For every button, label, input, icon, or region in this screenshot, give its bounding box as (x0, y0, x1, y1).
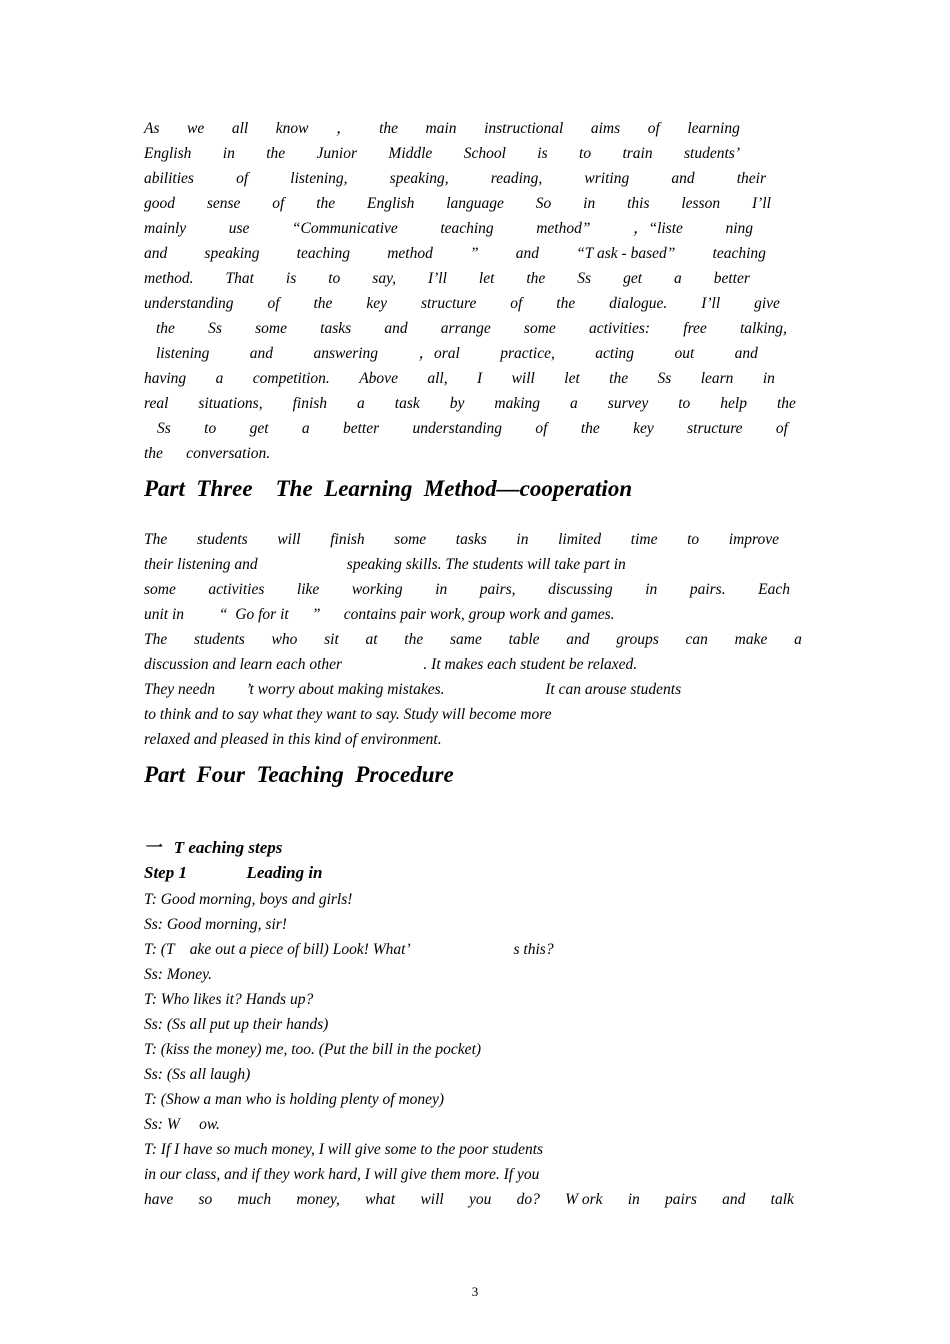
paragraph-line (144, 394, 796, 414)
word: and (144, 245, 168, 262)
word: Each (758, 581, 790, 598)
word: to (204, 420, 217, 437)
word: help (720, 395, 747, 412)
word: good (144, 195, 175, 212)
dialogue-line: Ss: Good morning, sir! (144, 916, 287, 933)
paragraph-line: the conversation. (144, 445, 271, 462)
word: “T ask - based” (576, 245, 676, 262)
paragraph-line (144, 269, 750, 289)
word: talking, (740, 320, 787, 337)
paragraph-line: to think and to say what they want to say. Study will become more (144, 706, 552, 723)
word: so (198, 1191, 213, 1208)
word: you (468, 1191, 492, 1208)
word: learn (700, 370, 734, 387)
word: some (523, 320, 556, 337)
word: in (435, 581, 448, 598)
word: School (463, 145, 506, 162)
word: speaking, (389, 170, 449, 187)
word: and (384, 320, 408, 337)
word: to (328, 270, 341, 287)
word: in (627, 1191, 640, 1208)
word: some (394, 531, 427, 548)
word: Ss (577, 270, 592, 287)
word: some (144, 581, 176, 598)
word: a (215, 370, 224, 387)
word: a (674, 270, 682, 287)
word: is (537, 145, 548, 162)
dialogue-line: Ss: (Ss all put up their hands) (144, 1016, 329, 1033)
word: in (762, 370, 775, 387)
word: in (516, 531, 529, 548)
word: pairs. (689, 581, 726, 598)
word: competition. (252, 370, 330, 387)
word: teaching (296, 245, 351, 262)
word: I’ll (701, 295, 721, 312)
word: the (404, 631, 424, 648)
word: know (275, 120, 309, 137)
word: and (515, 245, 540, 262)
word: talk (770, 1191, 794, 1208)
word: finish (292, 395, 328, 412)
word: aims (590, 120, 621, 137)
word: practice, (500, 345, 555, 362)
paragraph-line (144, 244, 766, 264)
word: lesson (681, 195, 721, 212)
word: key (633, 420, 654, 437)
word: acting (595, 345, 635, 362)
word: the (556, 295, 576, 312)
word: That (225, 270, 254, 287)
word: of (236, 170, 249, 187)
word: sit (324, 631, 339, 648)
word: structure (420, 295, 477, 312)
word: ning (725, 220, 753, 237)
word: task (394, 395, 420, 412)
word: of (775, 420, 788, 437)
word: all, (427, 370, 448, 387)
paragraph-line (144, 294, 780, 314)
word: to (687, 531, 700, 548)
dialogue-line: Ss: W ow. (144, 1116, 220, 1133)
word: some (255, 320, 287, 337)
word: the (609, 370, 629, 387)
word: of (510, 295, 523, 312)
word: of (267, 295, 280, 312)
paragraph-line (144, 169, 766, 189)
word: better (713, 270, 750, 287)
word: Above (359, 370, 398, 387)
dialogue-line: T: (T ake out a piece of bill) Look! What’ s this? (144, 941, 554, 958)
word: a (570, 395, 578, 412)
word: making (494, 395, 541, 412)
word: by (449, 395, 465, 412)
word: the (266, 145, 286, 162)
word: arrange (440, 320, 491, 337)
word: As (144, 120, 160, 137)
word: time (630, 531, 658, 548)
word: Ss (208, 320, 222, 337)
word: Ss (157, 420, 171, 437)
word: the (580, 420, 600, 437)
word: speaking (204, 245, 260, 262)
word: students’ (684, 145, 740, 162)
word: of (272, 195, 285, 212)
word: this (627, 195, 650, 212)
word: their (736, 170, 766, 187)
word: of (535, 420, 548, 437)
word: Junior (316, 145, 358, 162)
page-number: 3 (471, 1284, 479, 1299)
word: train (622, 145, 653, 162)
word: have (144, 1191, 174, 1208)
word: at (365, 631, 378, 648)
dialogue-line (144, 1190, 794, 1210)
word: use (228, 220, 250, 237)
paragraph-line (144, 630, 802, 650)
word: who (271, 631, 298, 648)
word: improve (728, 531, 779, 548)
word: students (196, 531, 248, 548)
word: I’ll (751, 195, 771, 212)
word: listening (156, 345, 210, 362)
word: mainly (144, 220, 187, 237)
paragraph-line (144, 219, 753, 239)
word: discussing (548, 581, 613, 598)
word: method. (144, 270, 194, 287)
word: a (794, 631, 802, 648)
word: abilities (144, 170, 194, 187)
word: key (366, 295, 388, 312)
word: a (301, 420, 310, 437)
word: a (357, 395, 365, 412)
word: in (222, 145, 235, 162)
paragraph-line (157, 419, 788, 439)
word: English (367, 195, 415, 212)
word: and (722, 1191, 746, 1208)
word: better (342, 420, 380, 437)
word: the (313, 295, 333, 312)
word: “Communicative (291, 220, 398, 237)
subheading-step-1: Step 1 Leading in (144, 863, 323, 882)
dialogue-line: T: (kiss the money) me, too. (Put the bill in the pocket) (144, 1041, 482, 1058)
paragraph-line (144, 369, 775, 389)
section-heading-part-three: Part Three The Learning Method—cooperation (144, 476, 633, 501)
word: pairs (665, 1191, 697, 1208)
word: and (566, 631, 590, 648)
word: listening, (290, 170, 348, 187)
word: The (144, 531, 168, 548)
word: say, (372, 270, 396, 287)
word: same (449, 631, 482, 648)
word: like (296, 581, 320, 598)
word: will (420, 1191, 444, 1208)
paragraph-line: relaxed and pleased in this kind of environment. (144, 731, 442, 748)
word: survey (607, 395, 649, 412)
word: the (379, 120, 398, 137)
dialogue-line: Ss: Money. (144, 966, 213, 983)
word: answering (313, 345, 379, 362)
word: sense (206, 195, 241, 212)
paragraph-line (144, 194, 771, 214)
word: in (583, 195, 596, 212)
word: method” (536, 220, 591, 237)
word: is (285, 270, 297, 287)
word: to (579, 145, 592, 162)
paragraph-line (156, 344, 758, 364)
word: main (425, 120, 457, 137)
word: the (156, 320, 175, 337)
word: let (478, 270, 495, 287)
word: working (351, 581, 403, 598)
word: table (508, 631, 540, 648)
paragraph-line (144, 144, 740, 164)
word: teaching (440, 220, 494, 237)
word: make (734, 631, 768, 648)
word: ” (470, 245, 479, 262)
paragraph-line (144, 119, 740, 139)
word: much (237, 1191, 272, 1208)
word: Middle (388, 145, 433, 162)
dialogue-line: in our class, and if they work hard, I will give them more. If you (144, 1166, 540, 1183)
word: real (144, 395, 169, 412)
word: reading, (490, 170, 543, 187)
word: we (187, 120, 205, 137)
word: will (511, 370, 535, 387)
word: learning (687, 120, 740, 137)
word: groups (616, 631, 659, 648)
word: of (647, 120, 660, 137)
word: finish (330, 531, 365, 548)
word: out (674, 345, 695, 362)
section-heading-part-four: Part Four Teaching Procedure (144, 762, 454, 787)
word: W ork (565, 1191, 603, 1208)
word: writing (584, 170, 630, 187)
word: ，oral (418, 345, 460, 362)
paragraph-line (144, 530, 779, 550)
paragraph-line: unit in “ Go for it ” contains pair work, group work and games. (144, 606, 615, 623)
dialogue-line: T: If I have so much money, I will give some to the poor students (144, 1141, 544, 1158)
word: tasks (320, 320, 352, 337)
word: understanding (412, 420, 503, 437)
subheading-teaching-steps: 一 T eaching steps (144, 838, 283, 857)
paragraph-line: their listening and speaking skills. The students will take part in (144, 556, 626, 573)
word: language (446, 195, 504, 212)
word: let (564, 370, 580, 387)
word: So (535, 195, 552, 212)
word: what (365, 1191, 396, 1208)
word: method (387, 245, 433, 262)
dialogue-line: Ss: (Ss all laugh) (144, 1066, 251, 1083)
paragraph-line: discussion and learn each other . It makes each student be relaxed. (144, 656, 638, 673)
word: give (754, 295, 780, 312)
word: do? (516, 1191, 540, 1208)
word: situations, (198, 395, 263, 412)
word: and (249, 345, 274, 362)
word: understanding (144, 295, 234, 312)
word: and (734, 345, 758, 362)
word: teaching (712, 245, 766, 262)
word: students (193, 631, 245, 648)
word: tasks (455, 531, 487, 548)
word: free (683, 320, 707, 337)
dialogue-line: T: Good morning, boys and girls! (144, 891, 353, 908)
word: limited (558, 531, 602, 548)
word: pairs, (479, 581, 516, 598)
word: to (678, 395, 691, 412)
word: having (144, 370, 187, 387)
word: can (685, 631, 708, 648)
word: the (316, 195, 336, 212)
dialogue-line: T: Who likes it? Hands up? (144, 991, 314, 1008)
word: the (526, 270, 546, 287)
word: English (144, 145, 192, 162)
word: I (477, 370, 483, 387)
word: dialogue. (609, 295, 668, 312)
word: instructional (484, 120, 564, 137)
word: activities (208, 581, 265, 598)
word: money, (296, 1191, 340, 1208)
word: I’ll (427, 270, 447, 287)
word: structure (687, 420, 743, 437)
paragraph-line: They needn ’t worry about making mistakes. It can arouse students (144, 681, 682, 698)
word: in (645, 581, 658, 598)
paragraph-line (144, 580, 790, 600)
word: get (249, 420, 269, 437)
word: activities: (588, 320, 651, 337)
word: will (277, 531, 301, 548)
word: The (144, 631, 168, 648)
word: ， (336, 120, 352, 137)
word: get (623, 270, 643, 287)
paragraph-line (156, 319, 787, 339)
word: the (776, 395, 796, 412)
dialogue-line: T: (Show a man who is holding plenty of money) (144, 1091, 445, 1108)
word: Ss (657, 370, 672, 387)
word: ，“liste (632, 220, 683, 237)
word: and (671, 170, 695, 187)
word: all (231, 120, 249, 137)
